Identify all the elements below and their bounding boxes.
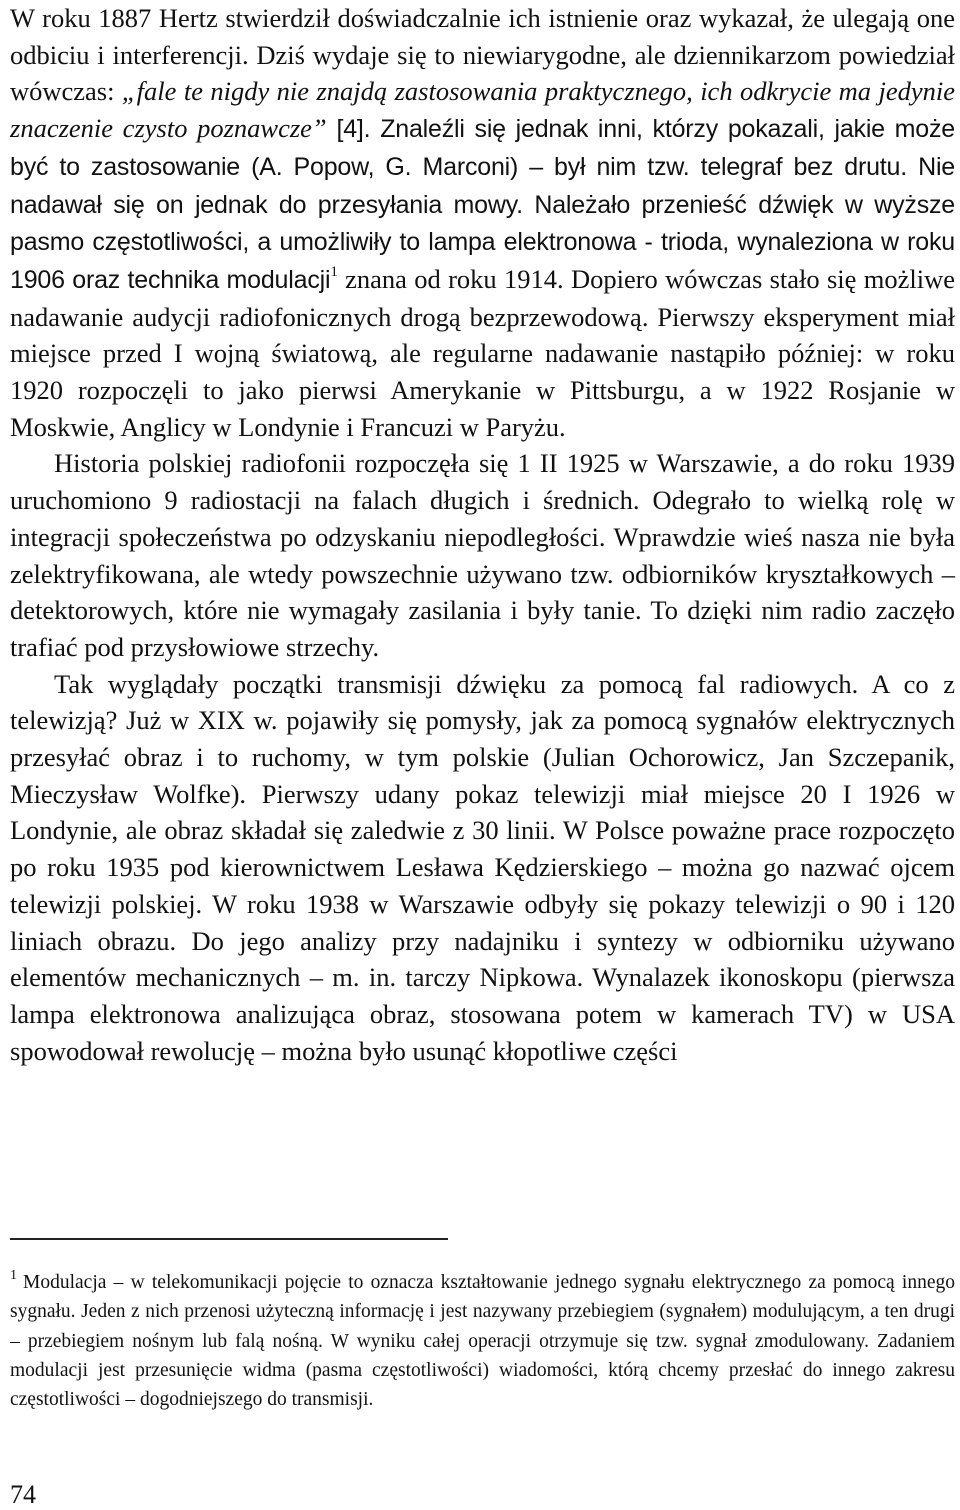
footnote-text: Modulacja – w telekomunikacji pojęcie to oznacza kształtowanie jednego sygnału elektrycznego za pomocą innego sygnału. Jeden z nich przenosi użyteczną informację i jest nazywany przebiegiem (sygnałem) modulującym, a ten drugi – przebiegiem nośnym lub falą nośną. W wyniku całej operacji otrzymuje się tzw. sygnał zmodulowany. Zadaniem modulacji jest przesunięcie widma (pasma częstotliwości) wiadomości, którą chcemy przesłać do innego zakresu częstotliwości – dogodniejszego do transmisji. [10,1272,955,1411]
paragraph-1-part-2: [4]. Znaleźli się jednak inni, którzy pokazali, jakie może być to zastosowanie (A. Popow, G. Marconi) – był nim tzw. telegraf bez drutu. Nie nadawał się on jednak do przesyłania mowy. Należało przenieść dźwięk w wyższe pasmo częstotliwości, a umożliwiły to lampa elektronowa - trioda, wynaleziona w roku 1906 oraz technika modulacji [10,115,956,294]
footnote-marker: 1 [10,1267,17,1283]
page-number: 74 [10,1480,36,1509]
paragraph-1-part-1: W roku 1887 Hertz stwierdził doświadczalnie ich istnienie oraz wykazał, że ulegają one odbiciu i interferencji. Dziś wydaje się to niewiarygodne, ale dziennikarzom powiedział wówczas: [10,3,955,107]
main-text [10,0,955,1069]
paragraph-2: Historia polskiej radiofonii rozpoczęła się 1 II 1925 w Warszawie, a do roku 1939 uruchomiono 9 radiostacji na falach długich i średnich. Odegrało to wielką rolę w integracji społeczeństwa po odzyskaniu niepodległości. Wprawdzie wieś nasza nie była zelektryfikowana, ale wtedy powszechnie używano tzw. odbiorników kryształkowych – detektorowych, które nie wymagały zasilania i były tanie. To dzięki nim radio zaczęło trafiać pod przysłowiowe strzechy. [10,448,955,662]
footnote [10,1268,955,1414]
paragraph-3: Tak wyglądały początki transmisji dźwięku za pomocą fal radiowych. A co z telewizją? Już w XIX w. pojawiły się pomysły, jak za pomocą sygnałów elektrycznych przesyłać obraz i to ruchomy, w tym polskie (Julian Ochorowicz, Jan Szczepanik, Mieczysław Wolfke). Pierwszy udany pokaz telewizji miał miejsce 20 I 1926 w Londynie, ale obraz składał się zaledwie z 30 linii. W Polsce poważne prace rozpoczęto po roku 1935 pod kierownictwem Lesława Kędzierskiego – można go nazwać ojcem telewizji polskiej. W roku 1938 w Warszawie odbyły się pokazy telewizji o 90 i 120 liniach obrazu. Do jego analizy przy nadajniku i syntezy w odbiorniku używano elementów mechanicznych – m. in. tarczy Nipkowa. Wynalazek ikonoskopu (pierwsza lampa elektronowa analizująca obraz, stosowana potem w kamerach TV) w USA spowodował rewolucję – można było usunąć kłopotliwe części [10,668,955,1066]
page-body [10,0,955,1069]
paragraph-1 [10,0,955,445]
footnote-separator [10,1238,448,1240]
hertz-quote: „fale te nigdy nie znajdą zastosowania praktycznego, ich odkrycie ma jedynie znaczenie czysto poznawcze” [10,76,955,144]
footnote-reference: 1 [330,264,338,281]
paragraph-1-part-3: znana od roku 1914. Dopiero wówczas stało się możliwe nadawanie audycji radiofonicznych drogą bezprzewodową. Pierwszy eksperyment miał miejsce przed I wojną światową, ale regularne nadawanie nastąpiło później: w roku 1920 rozpoczęli to jako pierwsi Amerykanie w Pittsburgu, a w 1922 Rosjanie w Moskwie, Anglicy w Londynie i Francuzi w Paryżu. [10,263,955,442]
